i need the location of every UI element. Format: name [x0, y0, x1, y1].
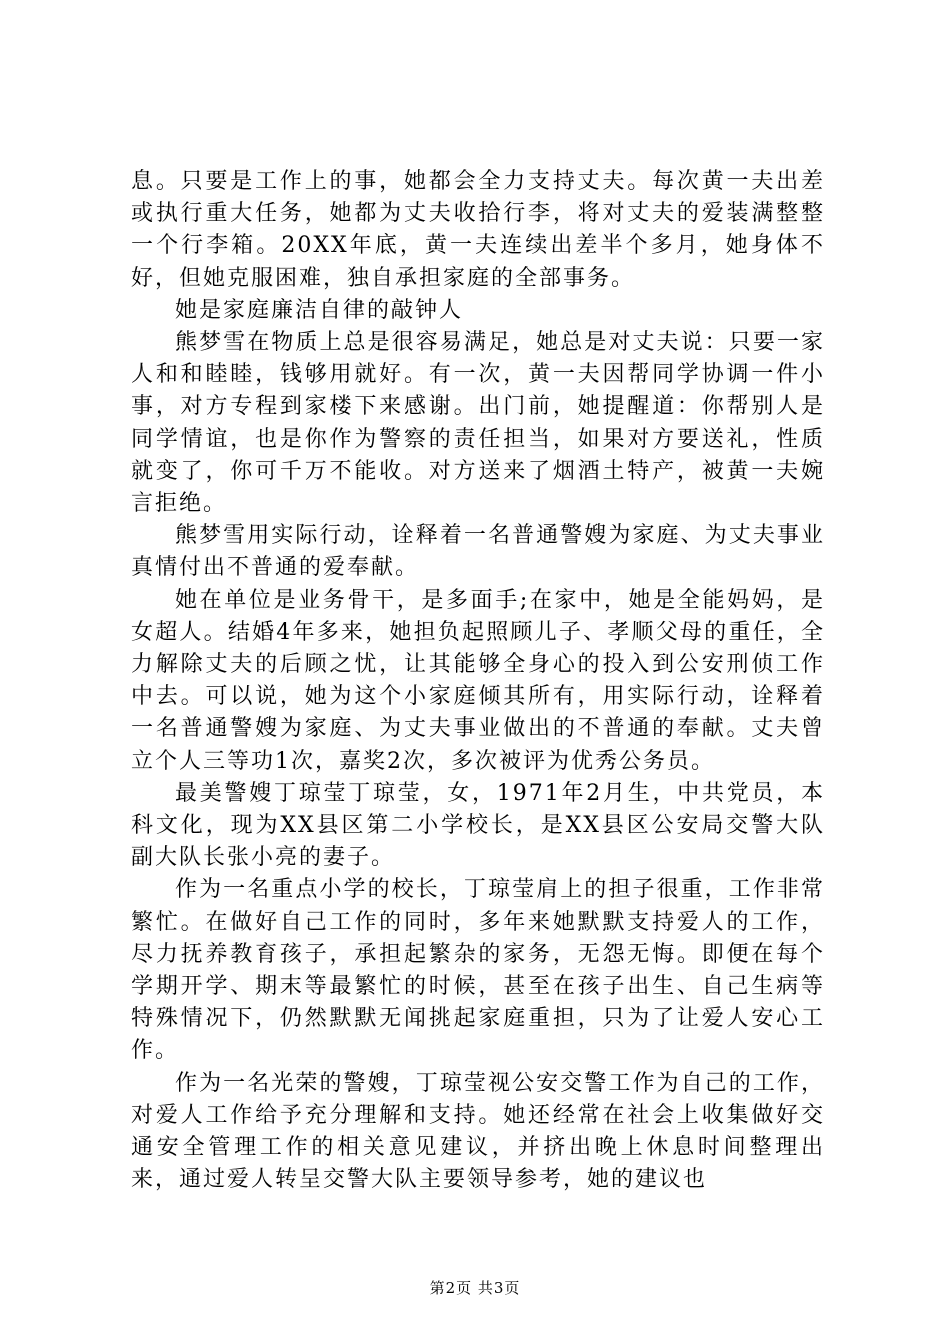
paragraph-5: 她在单位是业务骨干，是多面手;在家中，她是全能妈妈，是女超人。结婚4年多来，她担负起照顾儿子、孝顺父母的重任，全力解除丈夫的后顾之忧，让其能够全身心的投入到公安刑侦工作中去。可以说，她为这个小家庭倾其所有，用实际行动，诠释着一名普通警嫂为家庭、为丈夫事业做出的不普通的奉献。丈夫曾立个人三等功1次，嘉奖2次，多次被评为优秀公务员。: [131, 587, 825, 774]
document-body: [131, 166, 825, 1197]
paragraph-7: 作为一名重点小学的校长，丁琼莹肩上的担子很重，工作非常繁忙。在做好自己工作的同时，多年来她默默支持爱人的工作，尽力抚养教育孩子，承担起繁杂的家务，无怨无悔。即便在每个学期开学、期末等最繁忙的时候，甚至在孩子出生、自己生病等特殊情况下，仍然默默无闻挑起家庭重担，只为了让爱人安心工作。: [131, 877, 825, 1064]
paragraph-6: 最美警嫂丁琼莹丁琼莹，女，1971年2月生，中共党员，本科文化，现为XX县区第二小学校长，是XX县区公安局交警大队副大队长张小亮的妻子。: [131, 780, 825, 871]
section-heading: 她是家庭廉洁自律的敲钟人: [175, 297, 464, 323]
page-number-footer: 第2页 共3页: [429, 1279, 521, 1297]
paragraph-1: 息。只要是工作上的事，她都会全力支持丈夫。每次黄一夫出差或执行重大任务，她都为丈夫收拾行李，将对丈夫的爱装满整整一个行李箱。20XX年底，黄一夫连续出差半个多月，她身体不好，但她克服困难，独自承担家庭的全部事务。: [131, 169, 825, 291]
paragraph-3: 熊梦雪在物质上总是很容易满足，她总是对丈夫说：只要一家人和和睦睦，钱够用就好。有一次，黄一夫因帮同学协调一件小事，对方专程到家楼下来感谢。出门前，她提醒道：你帮别人是同学情谊，也是你作为警察的责任担当，如果对方要送礼，性质就变了，你可千万不能收。对方送来了烟酒土特产，被黄一夫婉言拒绝。: [131, 330, 825, 517]
paragraph-8: 作为一名光荣的警嫂，丁琼莹视公安交警工作为自己的工作，对爱人工作给予充分理解和支持。她还经常在社会上收集做好交通安全管理工作的相关意见建议，并挤出晚上休息时间整理出来，通过爱人转呈交警大队主要领导参考，她的建议也: [131, 1070, 825, 1193]
paragraph-4: 熊梦雪用实际行动，诠释着一名普通警嫂为家庭、为丈夫事业真情付出不普通的爱奉献。: [131, 523, 825, 581]
